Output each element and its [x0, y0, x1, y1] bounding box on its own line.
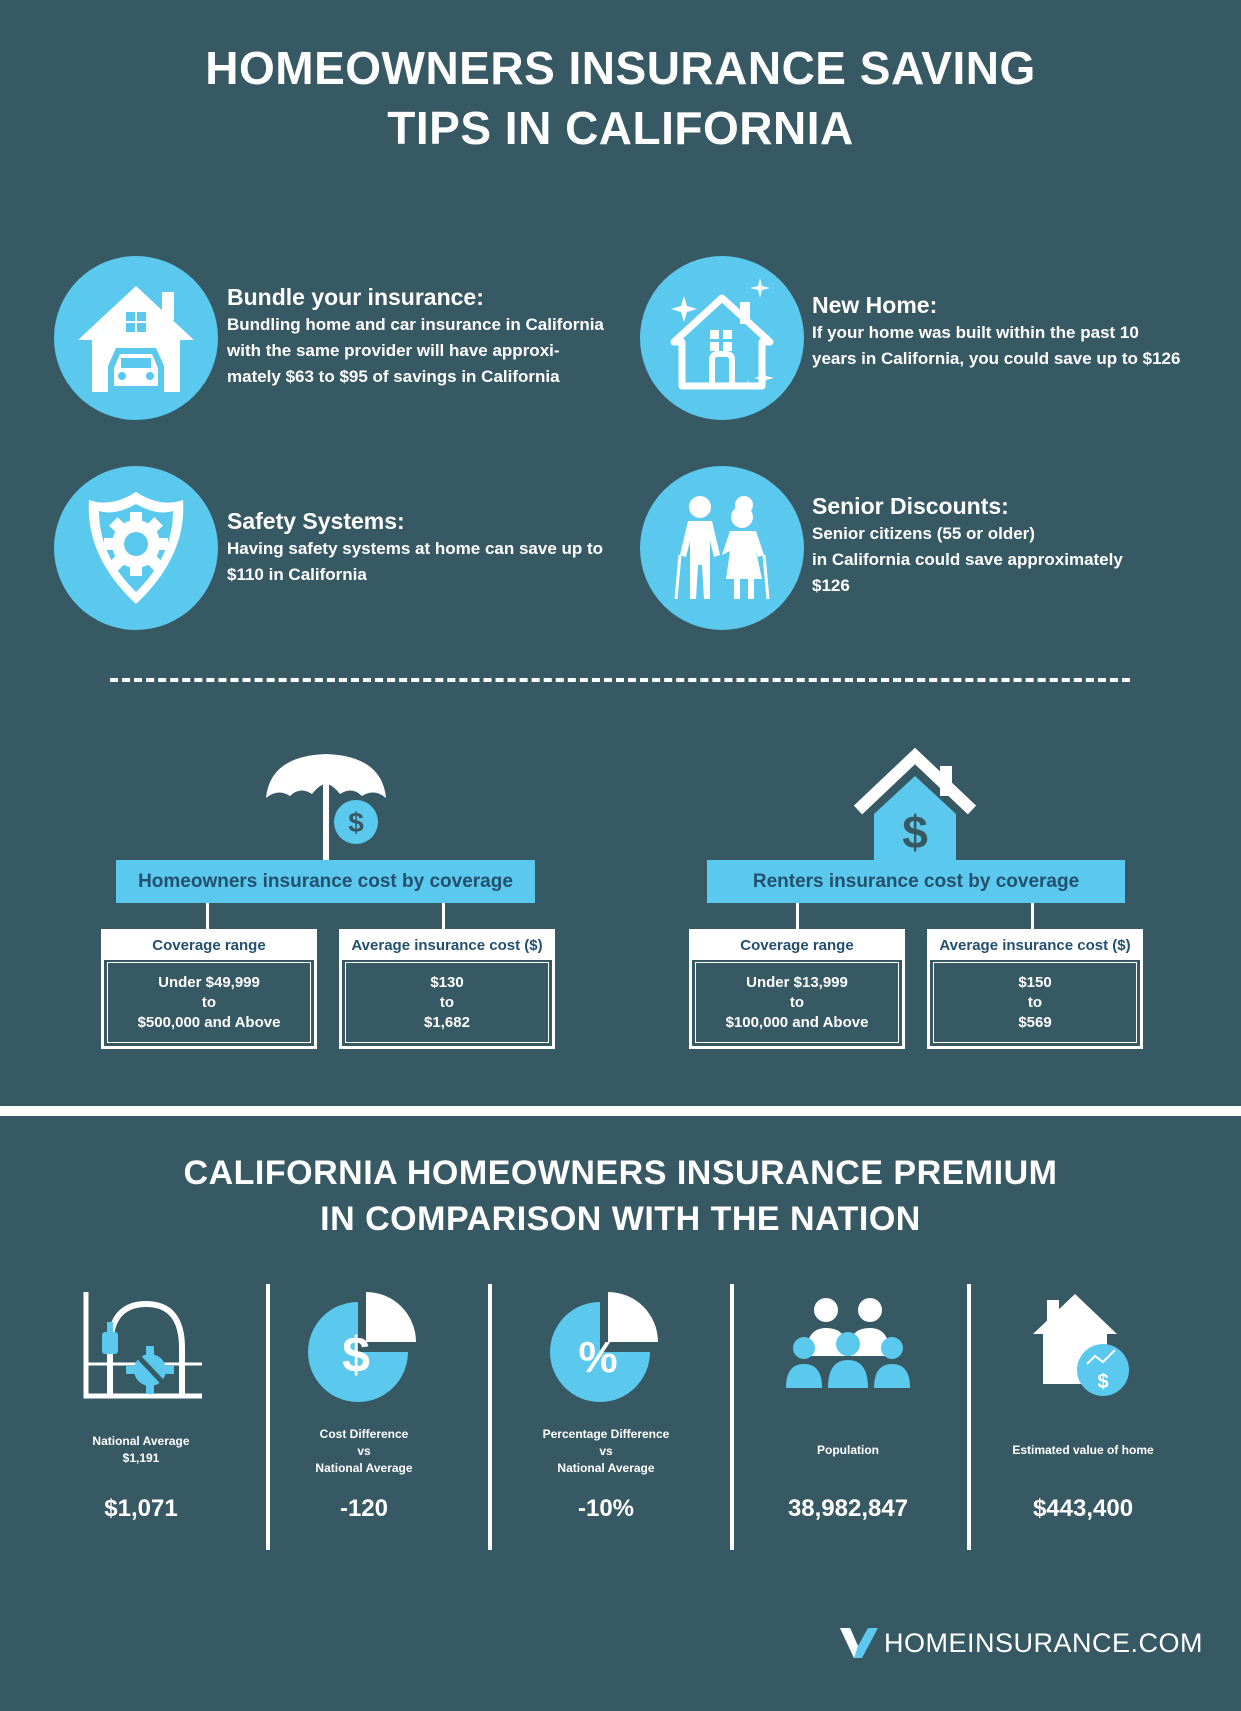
tip-senior-line2: in California could save approximately — [812, 550, 1123, 569]
average-cost-max: $1,682 — [424, 1013, 470, 1031]
average-cost-label: Average insurance cost ($) — [342, 932, 552, 960]
average-cost-to: to — [439, 993, 455, 1011]
cost-difference-basis: National Average — [315, 1461, 413, 1475]
main-title — [0, 38, 1241, 158]
stat-percentage-difference — [487, 1288, 725, 1548]
california-average-value: $1,071 — [104, 1495, 178, 1522]
percentage-difference-value: -10% — [577, 1495, 635, 1522]
shield-gear-icon — [54, 466, 218, 630]
tip-safety-line1: Having safety systems at home can save up to — [227, 539, 604, 558]
tip-safety-title: Safety Systems: — [227, 508, 405, 534]
national-average-amount: $1,191 — [122, 1451, 160, 1465]
home-value-label: Estimated value of home — [1012, 1443, 1154, 1457]
tip-bundle-line1: Bundling home and car insurance in California — [227, 315, 604, 334]
comparison-title-line1: CALIFORNIA HOMEOWNERS INSURANCE PREMIUM — [183, 1154, 1058, 1192]
tip-safety — [227, 506, 627, 588]
chart-gauge-icon — [22, 1288, 260, 1403]
renters-header: Renters insurance cost by coverage — [707, 860, 1125, 903]
average-cost-to: to — [1027, 993, 1043, 1011]
population-value: 38,982,847 — [787, 1495, 909, 1522]
coverage-range-min: Under $49,999 — [158, 973, 260, 991]
tip-new-home-line1: If your home was built within the past 10 — [812, 323, 1139, 342]
tip-senior-title: Senior Discounts: — [812, 493, 1009, 519]
tip-senior — [812, 491, 1212, 599]
coverage-range-to: to — [789, 993, 805, 1011]
house-dollar-icon — [852, 748, 978, 862]
coverage-range-label: Coverage range — [692, 932, 902, 960]
stat-population — [729, 1288, 967, 1548]
tip-senior-line3: $126 — [812, 576, 850, 595]
population-label: Population — [817, 1443, 879, 1457]
tip-bundle-line2: with the same provider will have approxi- — [227, 341, 560, 360]
brand-name: HOMEINSURANCE.COM — [884, 1627, 1204, 1658]
homeowners-header: Homeowners insurance cost by coverage — [116, 860, 535, 903]
tip-senior-line1: Senior citizens (55 or older) — [812, 524, 1035, 543]
national-average-label: National Average — [92, 1434, 190, 1448]
renters-coverage-box — [689, 929, 905, 1049]
average-cost-min: $150 — [1018, 973, 1052, 991]
cost-difference-label: Cost Difference — [319, 1427, 409, 1441]
average-cost-min: $130 — [430, 973, 464, 991]
average-cost-max: $569 — [1018, 1013, 1052, 1031]
dashed-divider — [110, 678, 1130, 682]
new-house-sparkle-icon — [640, 256, 804, 420]
percentage-difference-basis: National Average — [557, 1461, 655, 1475]
tip-new-home — [812, 290, 1232, 372]
brand-logo — [840, 1626, 1203, 1660]
coverage-range-label: Coverage range — [104, 932, 314, 960]
stat-cost-difference — [245, 1288, 483, 1548]
main-title-line2: TIPS IN CALIFORNIA — [387, 102, 854, 154]
tip-bundle-line3: mately $63 to $95 of savings in California — [227, 367, 560, 386]
coverage-range-min: Under $13,999 — [746, 973, 848, 991]
home-value-value: $443,400 — [1032, 1495, 1134, 1522]
tip-bundle — [227, 282, 617, 390]
renters-cost-box — [927, 929, 1143, 1049]
comparison-title — [0, 1150, 1241, 1242]
svg-text:$: $ — [342, 1327, 370, 1383]
stat-national-average — [22, 1288, 260, 1548]
percent-pie-icon — [487, 1288, 725, 1403]
percentage-difference-vs: vs — [599, 1444, 613, 1458]
cost-difference-vs: vs — [357, 1444, 371, 1458]
logo-check-icon — [840, 1626, 878, 1660]
svg-text:%: % — [578, 1333, 618, 1382]
average-cost-label: Average insurance cost ($) — [930, 932, 1140, 960]
homeowners-cost-box — [339, 929, 555, 1049]
coverage-range-max: $500,000 and Above — [137, 1013, 281, 1031]
home-value-icon — [964, 1288, 1202, 1403]
svg-text:$: $ — [1097, 1371, 1109, 1393]
main-title-line1: HOMEOWNERS INSURANCE SAVING — [205, 42, 1036, 94]
tip-bundle-title: Bundle your insurance: — [227, 284, 484, 310]
coverage-range-max: $100,000 and Above — [725, 1013, 869, 1031]
dollar-pie-icon — [245, 1288, 483, 1403]
stat-home-value — [964, 1288, 1202, 1548]
percentage-difference-label: Percentage Difference — [542, 1427, 670, 1441]
tip-new-home-line2: years in California, you could save up to $126 — [812, 349, 1181, 368]
coverage-range-to: to — [201, 993, 217, 1011]
house-car-icon — [54, 256, 218, 420]
homeowners-coverage-box — [101, 929, 317, 1049]
senior-couple-icon — [640, 466, 804, 630]
cost-difference-value: -120 — [339, 1495, 389, 1522]
population-icon — [729, 1288, 967, 1403]
umbrella-dollar-icon — [262, 752, 390, 862]
tip-safety-line2: $110 in California — [227, 565, 367, 584]
tip-new-home-title: New Home: — [812, 292, 938, 318]
svg-text:$: $ — [902, 806, 928, 858]
section-divider — [0, 1106, 1241, 1116]
comparison-title-line2: IN COMPARISON WITH THE NATION — [320, 1200, 921, 1238]
svg-text:$: $ — [348, 807, 364, 838]
